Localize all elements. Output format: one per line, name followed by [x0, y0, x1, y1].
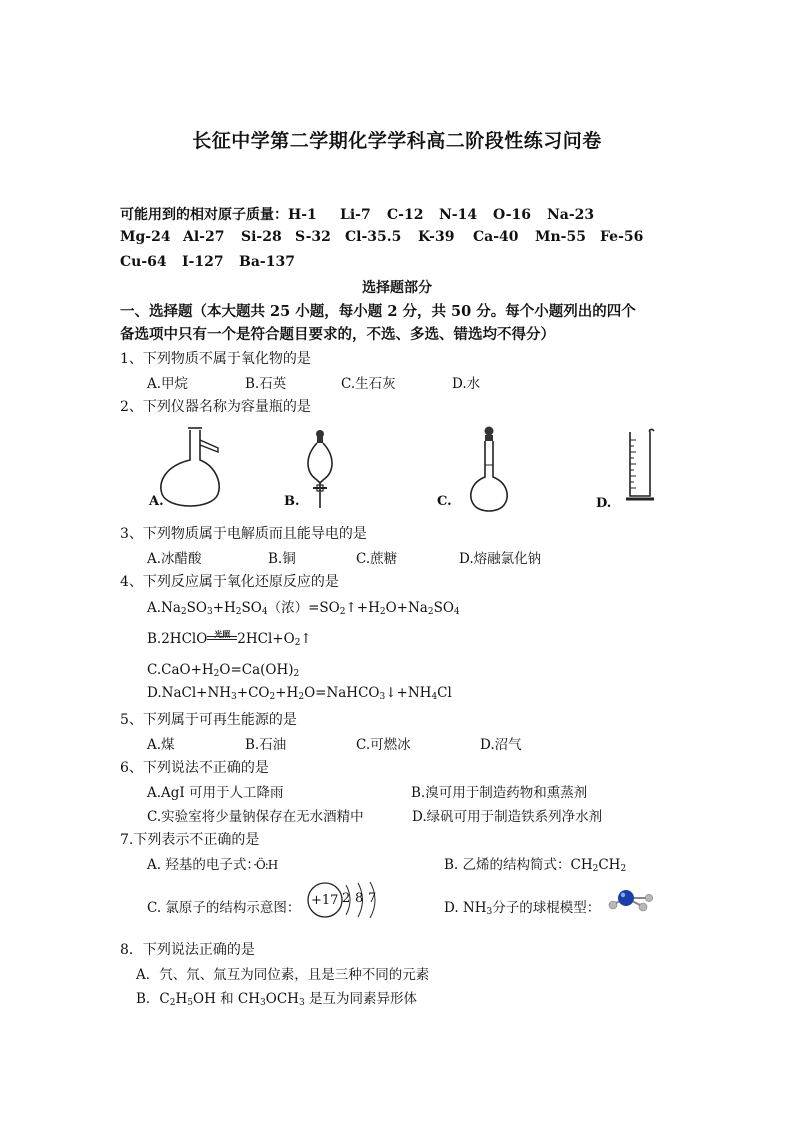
separatory-funnel-image	[300, 428, 340, 518]
q2-label-d: D.	[596, 496, 612, 511]
atomic-mass-row-3: Cu-64 I-127 Ba-137	[120, 254, 295, 270]
q3-option-b: B.铜	[268, 551, 296, 567]
q6-option-b: B.溴可用于制造药物和熏蒸剂	[411, 785, 588, 801]
chlorine-shell-2: 8	[355, 891, 364, 906]
q1-option-a: A.甲烷	[147, 376, 189, 392]
q3-option-c: C.蔗糖	[356, 551, 398, 567]
q2-label-a: A.	[149, 494, 164, 509]
q2-label-b: B.	[284, 494, 300, 509]
q8-stem: 8．下列说法正确的是	[120, 942, 255, 958]
q6-stem: 6、下列说法不正确的是	[120, 760, 269, 776]
q3-option-a: A.冰醋酸	[147, 551, 202, 567]
atomic-mass-row-2: Mg-24 Al-27 Si-28 S-32 Cl-35.5 K-39 Ca-40 Mn-55 Fe-56	[120, 229, 644, 245]
chlorine-nucleus-label: +17	[311, 893, 339, 908]
q7-option-b: B. 乙烯的结构简式：$CH_2CH_2$	[444, 857, 627, 874]
q6-option-a: A.AgI 可用于人工降雨	[147, 785, 284, 801]
q4-stem: 4、下列反应属于氧化还原反应的是	[120, 574, 339, 590]
q2-label-c: C.	[437, 494, 452, 509]
reaction-condition: 光照	[214, 629, 231, 639]
q7-option-a: A. 羟基的电子式：·Ö:H	[147, 857, 278, 873]
section-intro-line2: 备选项中只有一个是符合题目要求的，不选、多选、错选均不得分）	[120, 326, 555, 343]
q1-option-c: C.生石灰	[341, 376, 396, 392]
q8-option-a: A．氕、氘、氚互为同位素，且是三种不同的元素	[136, 967, 430, 983]
atomic-mass-label: 可能用到的相对原子质量：	[120, 207, 288, 223]
q3-stem: 3、下列物质属于电解质而且能导电的是	[120, 526, 367, 542]
q8-option-b: B．$C_2H_5OH$ 和 $CH_3OCH_3$ 是互为同素异形体	[136, 991, 417, 1008]
q4-option-a: $A.Na_2SO_3+H_2SO_4$（浓）$=SO_2↑+H_2O+Na_2SO_4$	[147, 600, 460, 617]
q5-option-d: D.沼气	[480, 737, 522, 753]
atomic-mass-row-1: 可能用到的相对原子质量：H-1 Li-7 C-12 N-14 O-16 Na-23	[120, 204, 594, 224]
section-intro-line1: 一、选择题（本大题共 25 小题，每小题 2 分，共 50 分。每个小题列出的四个	[120, 303, 636, 320]
q4-option-c: $C.CaO+H_2O=Ca(OH)_2$	[147, 662, 300, 679]
q1-stem: 1、下列物质不属于氧化物的是	[120, 351, 311, 367]
page-title: 长征中学第二学期化学学科高二阶段性练习问卷	[192, 130, 602, 152]
hydroxyl-electron-formula: ·Ö:H	[253, 858, 278, 872]
graduated-cylinder-image	[620, 428, 660, 504]
q7-option-d: D. $NH_3$分子的球棍模型：	[444, 900, 601, 917]
q2-stem: 2、下列仪器名称为容量瓶的是	[120, 399, 311, 415]
q3-option-d: D.熔融氯化钠	[459, 551, 542, 567]
q4-option-d: $D.NaCl+NH_3+CO_2+H_2O=NaHCO_3↓+NH_4Cl$	[147, 685, 452, 702]
chlorine-shell-1: 2	[342, 891, 351, 906]
section-heading: 选择题部分	[362, 280, 432, 296]
q7-stem: 7.下列表示不正确的是	[120, 832, 260, 848]
ammonia-ball-stick-model	[606, 886, 656, 914]
q1-option-b: B.石英	[245, 376, 287, 392]
q5-option-b: B.石油	[245, 737, 287, 753]
q5-option-a: A.煤	[147, 737, 175, 753]
q6-option-d: D.绿矾可用于制造铁系列净水剂	[412, 809, 603, 825]
q7-option-c: C. 氯原子的结构示意图：	[147, 900, 301, 916]
chlorine-shell-3: 7	[368, 891, 377, 906]
volumetric-flask-image	[464, 425, 514, 517]
q4-option-b: B.2HClO 光照 $2HCl+O_2↑$	[147, 629, 312, 648]
q5-stem: 5、下列属于可再生能源的是	[120, 712, 297, 728]
q1-option-d: D.水	[452, 376, 481, 392]
q6-option-c: C.实验室将少量钠保存在无水酒精中	[147, 809, 364, 825]
q5-option-c: C.可燃冰	[356, 737, 411, 753]
